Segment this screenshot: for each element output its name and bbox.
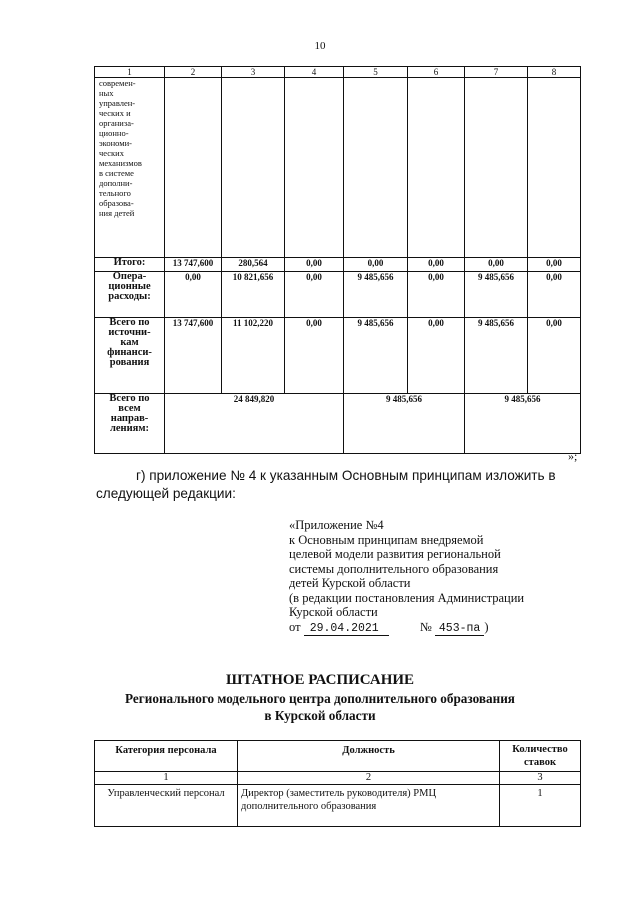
table-cell: 0,00 xyxy=(408,258,465,272)
table-cell: 0,00 xyxy=(285,258,344,272)
page-number: 10 xyxy=(314,40,326,52)
table-cell: 0,00 xyxy=(408,318,465,394)
table-cell: 10 821,656 xyxy=(222,272,285,318)
header-cell: Должность xyxy=(238,741,500,772)
document-subtitle-line-2: в Курской области xyxy=(264,708,376,723)
table-cell: 11 102,220 xyxy=(222,318,285,394)
staffing-table-header xyxy=(95,741,581,772)
column-number-row xyxy=(95,772,581,785)
financing-table-header xyxy=(95,67,581,78)
table-cell: 280,564 xyxy=(222,258,285,272)
operating-expenses-row xyxy=(95,272,581,318)
document-subtitle-line-1: Регионального модельного центра дополнительного образования xyxy=(125,691,515,706)
table-cell: 0,00 xyxy=(285,272,344,318)
closing-quote: »; xyxy=(568,449,578,463)
table-cell: 0,00 xyxy=(285,318,344,394)
column-number: 3 xyxy=(222,67,285,78)
column-number: 4 xyxy=(285,67,344,78)
staff-position: Директор (заместитель руководителя) РМЦ дополнительного образования xyxy=(238,785,500,827)
table-cell: 0,00 xyxy=(465,258,528,272)
header-cell: Количество ставок xyxy=(500,741,581,772)
table-cell: 0,00 xyxy=(165,272,222,318)
column-number: 1 xyxy=(95,67,165,78)
staff-count: 1 xyxy=(500,785,581,827)
table-cell: 24 849,820 xyxy=(165,394,344,454)
grand-total-row xyxy=(95,394,581,454)
table-cell: 9 485,656 xyxy=(465,272,528,318)
column-number: 5 xyxy=(344,67,408,78)
column-number: 2 xyxy=(165,67,222,78)
amendment-paragraph-line-1: г) приложение № 4 к указанным Основным принципам изложить в xyxy=(136,468,556,483)
table-cell: 9 485,656 xyxy=(344,394,465,454)
column-number: 7 xyxy=(465,67,528,78)
row-label: Всего по всем направ- лениям: xyxy=(95,394,165,454)
column-number: 1 xyxy=(95,772,238,785)
total-by-source-row xyxy=(95,318,581,394)
table-cell: 13 747,600 xyxy=(165,318,222,394)
column-number: 8 xyxy=(528,67,581,78)
document-date: 29.04.2021 xyxy=(304,622,389,636)
table-cell: 9 485,656 xyxy=(344,318,408,394)
table-cell: 0,00 xyxy=(344,258,408,272)
row-label: Всего по источни- кам финанси- рования xyxy=(95,318,165,394)
row-label: Опера- ционные расходы: xyxy=(95,272,165,318)
table-cell: 0,00 xyxy=(528,318,581,394)
table-cell: 9 485,656 xyxy=(465,394,581,454)
table-row xyxy=(95,785,581,827)
column-number: 2 xyxy=(238,772,500,785)
staffing-table xyxy=(94,740,581,827)
table-cell: 0,00 xyxy=(528,258,581,272)
table-cell: 0,00 xyxy=(528,272,581,318)
appendix-heading: «Приложение №4 к Основным принципам внедряемой целевой модели развития региональной системы дополнительного образования детей Курской области (в редакции постановления Администрации Курской области от 29.04.2021 № 453-па ) xyxy=(289,518,589,636)
table-cell: 0,00 xyxy=(408,272,465,318)
header-cell: Категория персонала xyxy=(95,741,238,772)
table-cell: 13 747,600 xyxy=(165,258,222,272)
appendix-date-line: от 29.04.2021 № 453-па ) xyxy=(289,619,489,635)
amendment-paragraph-line-2: следующей редакции: xyxy=(96,486,236,501)
row-label: Итого: xyxy=(95,258,165,272)
continuation-row xyxy=(95,78,581,258)
column-number: 3 xyxy=(500,772,581,785)
column-number: 6 xyxy=(408,67,465,78)
table-cell: 9 485,656 xyxy=(465,318,528,394)
subtotal-row xyxy=(95,258,581,272)
document-title: ШТАТНОЕ РАСПИСАНИЕ xyxy=(225,672,415,688)
table-cell: 9 485,656 xyxy=(344,272,408,318)
staff-category: Управленческий персонал xyxy=(95,785,238,827)
document-number: 453-па xyxy=(435,622,484,636)
financing-table xyxy=(94,66,581,454)
continuation-cell: современ- ных управлен- ческих и организа- ционно- экономи- ческих механизмов в системе дополни- тельного образова- ния детей xyxy=(95,78,165,258)
